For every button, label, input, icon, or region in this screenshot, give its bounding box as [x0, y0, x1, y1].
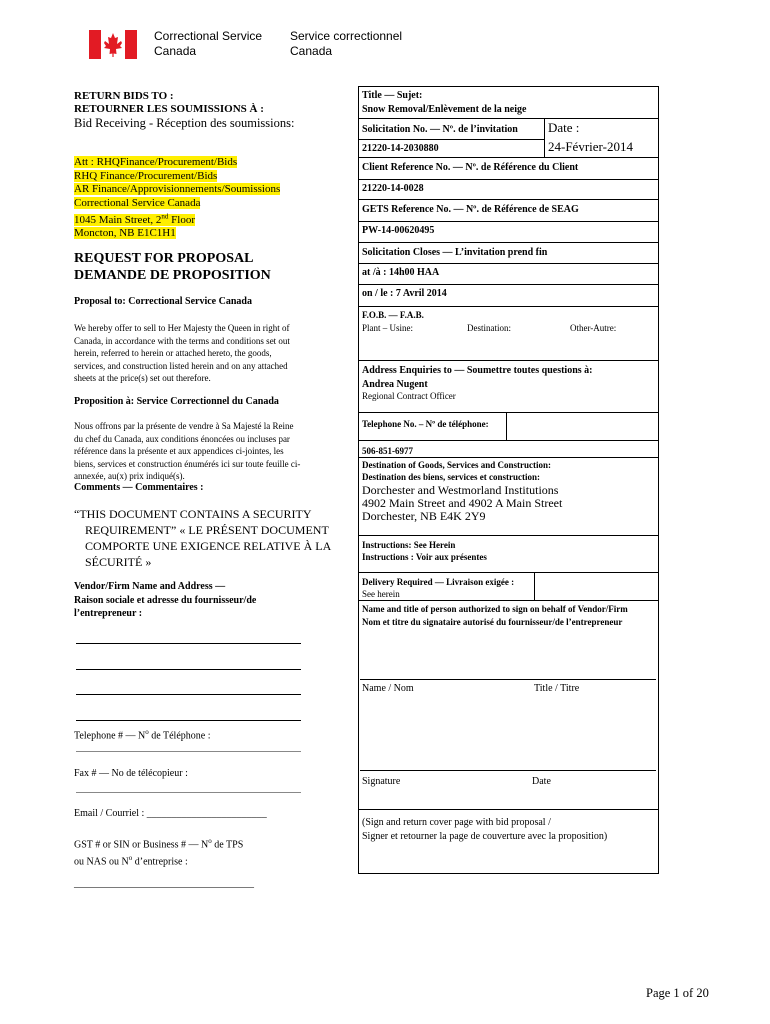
address-city: Moncton, NB E1C1H1: [74, 227, 176, 240]
destination-label: Destination of Goods, Services and Construction: Destination des biens, services et construction:: [362, 460, 552, 482]
date-field-label: Date: [532, 776, 551, 787]
solicitation-label: Solicitation No. — Nº. de l’invitation: [362, 124, 518, 135]
address-line: Att : RHQFinance/Procurement/Bids: [74, 156, 238, 168]
telephone-field-line[interactable]: [76, 751, 301, 752]
comments-text: “THIS DOCUMENT CONTAINS A SECURITY REQUIREMENT” « LE PRÉSENT DOCUMENT COMPORTE UNE EXIGENCE RELATIVE À LA SÉCURITÉ »: [74, 507, 332, 569]
dept-name-fr: Service correctionnel Canada: [290, 29, 403, 58]
closes-time: at /à : 14h00 HAA: [362, 267, 440, 278]
vendor-line-2[interactable]: [76, 669, 301, 670]
closes-label: Solicitation Closes — L’invitation prend fin: [362, 247, 548, 258]
vendor-line-4[interactable]: [76, 720, 301, 721]
telephone-label: Telephone No. – Nº de téléphone:: [362, 419, 489, 429]
client-ref-number: 21220-14-0028: [362, 183, 424, 194]
telephone-number: 506-851-6977: [362, 446, 413, 456]
date-value: 24-Février-2014: [548, 139, 633, 154]
vendor-heading: Vendor/Firm Name and Address — Raison sociale et adresse du fournisseur/de l’entrepreneur :: [74, 581, 257, 619]
gst-field-line[interactable]: ____________________________________: [74, 878, 254, 889]
comments-heading: Comments — Commentaires :: [74, 482, 204, 493]
delivery-label: Delivery Required — Livraison exigée :: [362, 577, 515, 587]
email-field[interactable]: Email / Courriel : ________________________: [74, 808, 267, 819]
dept-name-en: Correctional Service Canada: [154, 29, 263, 58]
proposition-heading: Proposition à: Service Correctionnel du Canada: [74, 396, 279, 407]
solicitation-number: 21220-14-2030880: [362, 143, 439, 154]
address-line: RHQ Finance/Procurement/Bids: [74, 169, 218, 182]
rfp-title: REQUEST FOR PROPOSAL DEMANDE DE PROPOSITION: [74, 251, 271, 283]
vendor-line-3[interactable]: [76, 694, 301, 695]
signature-date-line[interactable]: [360, 770, 656, 771]
destination-address: Dorchester and Westmorland Institutions 4902 Main Street and 4902 A Main Street Dorchester, NB E4K 2Y9: [362, 483, 563, 523]
proposition-text: Nous offrons par la présente de vendre à Sa Majesté la Reine du chef du Canada, aux conditions énoncées ou incluses par référence dans la présente et aux appendices ci-jointes, les biens, services et construction énumérés ici sur toute feuille ci- annexée, au(x) prix indiqué(s).: [74, 421, 301, 481]
closes-date: on / le : 7 Avril 2014: [362, 288, 447, 299]
date-label: Date :: [548, 120, 580, 135]
page-number: Page 1 of 20: [646, 986, 709, 1000]
delivery-value: See herein: [362, 589, 400, 599]
signature-label: Signature: [362, 776, 401, 787]
name-label: Name / Nom: [362, 683, 414, 694]
title-block: Title — Sujet: Snow Removal/Enlèvement de la neige: [362, 90, 527, 115]
instructions-block: Instructions: See Herein Instructions : Voir aux présentes: [362, 540, 487, 562]
fob-label: F.O.B. — F.A.B.: [362, 310, 424, 320]
gst-field-label: GST # or SIN or Business # — $N^o$ de TPS ou NAS ou $N^o$ d’entreprise :: [74, 837, 244, 868]
fob-destination: Destination:: [467, 323, 511, 333]
gets-ref-label: GETS Reference No. — Nº. de Référence de SEAG: [362, 204, 579, 215]
return-address: [74, 156, 280, 241]
fax-field-line[interactable]: [76, 792, 301, 793]
gets-ref-number: PW-14-00620495: [362, 225, 435, 236]
title-label: Title / Titre: [534, 683, 580, 694]
name-title-line[interactable]: [360, 679, 656, 680]
fob-plant: Plant – Usine:: [362, 323, 413, 333]
signatory-heading: Name and title of person authorized to sign on behalf of Vendor/Firm Nom et titre du signataire autorisé du fournisseur/de l’entrepreneur: [362, 604, 628, 627]
enquiries-title: Regional Contract Officer: [362, 391, 456, 401]
sign-return-note: (Sign and return cover page with bid proposal / Signer et retourner la page de couverture avec la proposition): [362, 817, 608, 842]
enquiries-block: Address Enquiries to — Soumettre toutes questions à: Andrea Nugent: [362, 365, 593, 390]
fax-field-label: Fax # — No de télécopieur :: [74, 768, 188, 779]
proposal-to-text: We hereby offer to sell to Her Majesty the Queen in right of Canada, in accordance with the terms and conditions set out herein, referred to herein or attached hereto, the goods, services, and construction listed herein and on any attached sheets at the price(s) set out therefore.: [74, 323, 290, 383]
fob-other: Other-Autre:: [570, 323, 617, 333]
address-street: 1045 Main Street, 2nd Floor: [74, 212, 195, 226]
client-ref-label: Client Reference No. — Nº. de Référence du Client: [362, 162, 579, 173]
proposal-to-heading: Proposal to: Correctional Service Canada: [74, 296, 252, 307]
canada-flag-logo: [89, 30, 137, 59]
telephone-field-label: Telephone # — $N^o$ de Téléphone :: [74, 728, 211, 742]
bid-receiving-label: Bid Receiving - Réception des soumissions:: [74, 116, 295, 130]
vendor-line-1[interactable]: [76, 643, 301, 644]
address-line: Correctional Service Canada: [74, 196, 201, 209]
address-line: AR Finance/Approvisionnements/Soumissions: [74, 183, 281, 195]
return-bids-heading: RETURN BIDS TO : RETOURNER LES SOUMISSIONS À :: [74, 90, 264, 115]
